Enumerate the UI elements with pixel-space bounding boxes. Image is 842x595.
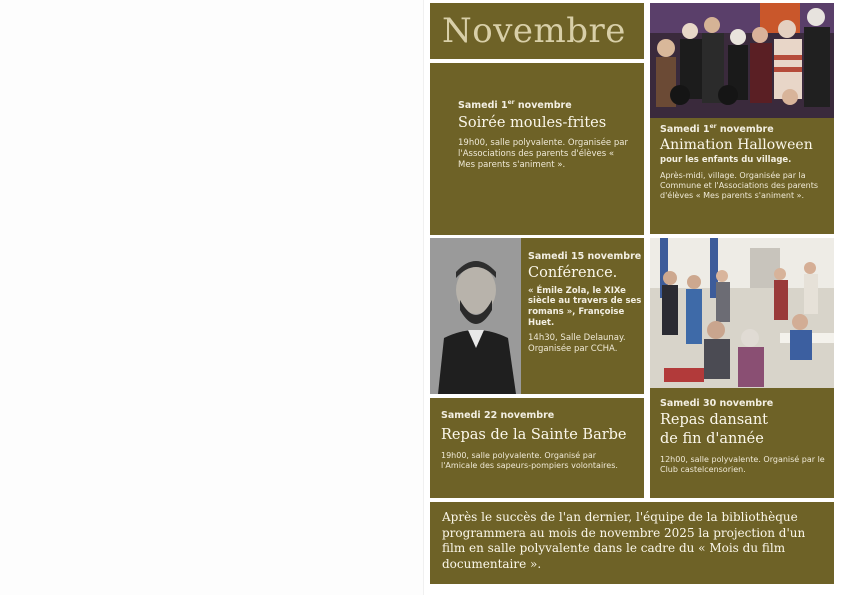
event-date: Samedi 1er novembre: [660, 123, 774, 136]
event-info: 14h30, Salle Delaunay. Organisée par CCHA.: [528, 333, 626, 355]
event-title: Soirée moules-frites: [458, 115, 607, 132]
zola-portrait-illustration: [430, 238, 521, 394]
halloween-photo-illustration: [650, 3, 834, 118]
announcement-text: Après le succès de l'an dernier, l'équipe de la bibliothèque programmera au mois de novembre 2025 la projection d'un film en salle polyvalente dans le cadre du « Mois du film documentaire ».: [442, 510, 806, 571]
event-conference: [430, 238, 644, 394]
event-date: Samedi 22 novembre: [441, 410, 555, 421]
event-info: 12h00, salle polyvalente. Organisé par le Club castelcensorien.: [660, 454, 825, 474]
month-header: [430, 3, 644, 59]
event-title: Animation Halloween: [660, 137, 813, 154]
halloween-photo: [650, 3, 834, 118]
event-date: Samedi 1er novembre: [458, 99, 572, 112]
event-info: 19h00, salle polyvalente. Organisé par l'Amicale des sapeurs-pompiers volontaires.: [441, 450, 618, 470]
dance-party-illustration: [650, 238, 834, 388]
event-title: Repas dansant de fin d'année: [660, 412, 768, 447]
event-date: Samedi 15 novembre: [528, 251, 642, 262]
page-title: Novembre: [442, 11, 626, 51]
event-subtitle: « Émile Zola, le XIXe siècle au travers de ses romans », Françoise Huet.: [528, 285, 642, 328]
event-moules-frites: [430, 63, 644, 235]
event-halloween: [650, 118, 834, 234]
bibliotheque-announcement: [430, 502, 834, 584]
dance-party-photo: [650, 238, 834, 388]
event-date: Samedi 30 novembre: [660, 398, 774, 409]
event-sainte-barbe: [430, 398, 644, 498]
conference-text: [528, 251, 642, 355]
event-title: Conférence.: [528, 265, 618, 281]
event-info: 19h00, salle polyvalente. Organisée par l'Associations des parents d'élèves « Mes parents s'animent ».: [458, 137, 628, 170]
event-repas-dansant: [650, 388, 834, 498]
zola-portrait-photo: [430, 238, 521, 394]
event-subtitle: pour les enfants du village.: [660, 155, 792, 166]
event-info: Après-midi, village. Organisée par la Commune et l'Associations des parents d'élèves « Mes parents s'animent ».: [660, 170, 819, 201]
event-title: Repas de la Sainte Barbe: [441, 427, 627, 443]
